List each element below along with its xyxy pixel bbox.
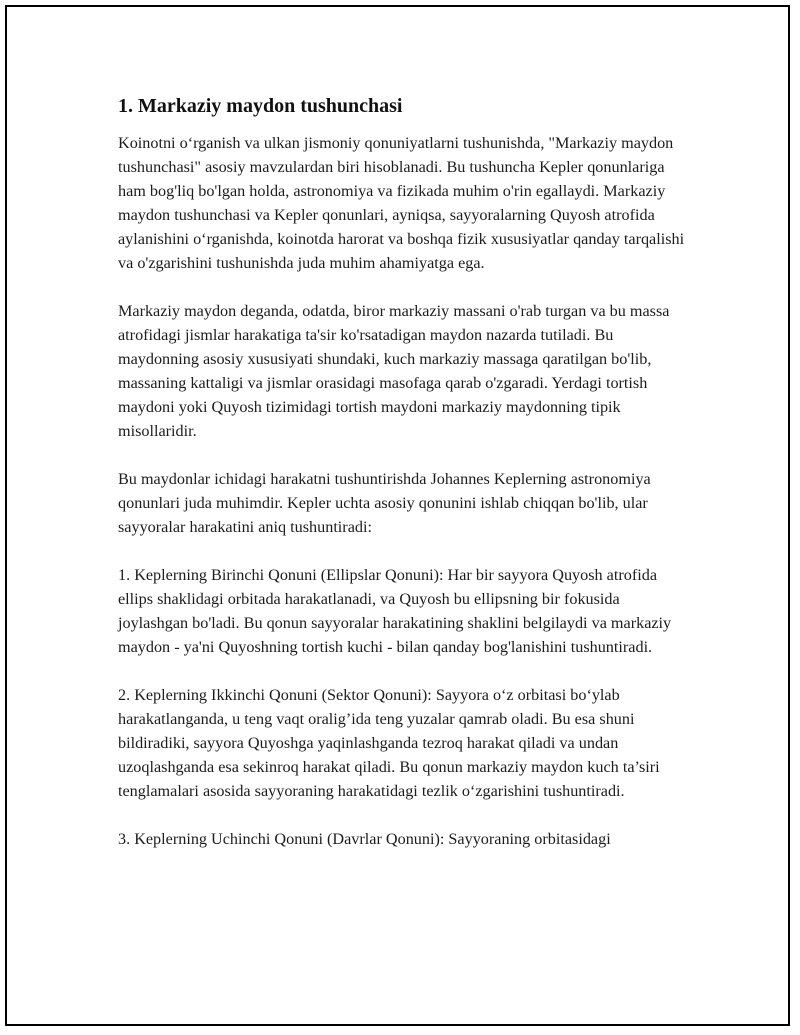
paragraph-kepler-third-law: 3. Keplerning Uchinchi Qonuni (Davrlar Qonuni): Sayyoraning orbitasidagi	[118, 830, 611, 848]
section-heading: 1. Markaziy maydon tushunchasi	[118, 95, 403, 117]
paragraph-intro: Koinotni o‘rganish va ulkan jismoniy qonuniyatlarni tushunishda, "Markaziy maydon tushunchasi" asosiy mavzulardan biri hisoblanadi. Bu tushuncha Kepler qonunlariga ham bog'liq bo'lgan holda, astronomiya va fizikada muhim o'rin egallaydi. Markaziy maydon tushunchasi va Kepler qonunlari, ayniqsa, sayyoralarning Quyosh atrofida aylanishini o‘rganishda, koinotda harorat va boshqa fizik xususiyatlar qanday tarqalishi va o'zgarishini tushunishda juda muhim ahamiyatga ega.	[118, 134, 685, 272]
paragraph-kepler-intro: Bu maydonlar ichidagi harakatni tushuntirishda Johannes Keplerning astronomiya qonunlari juda muhimdir. Kepler uchta asosiy qonunini ishlab chiqqan bo'lib, ular sayyoralar harakatini aniq tushuntiradi:	[118, 470, 651, 536]
paragraph-kepler-first-law: 1. Keplerning Birinchi Qonuni (Ellipslar Qonuni): Har bir sayyora Quyosh atrofida ellips shaklidagi orbitada harakatlanadi, va Quyosh bu ellipsning bir fokusida joylashgan bo'ladi. Bu qonun sayyoralar harakatining shaklini belgilaydi va markaziy maydon - ya'ni Quyoshning tortish kuchi - bilan qanday bog'lanishini tushuntiradi.	[118, 566, 672, 656]
document-body	[118, 93, 693, 851]
paragraph-kepler-second-law: 2. Keplerning Ikkinchi Qonuni (Sektor Qonuni): Sayyora o‘z orbitasi bo‘ylab harakatlanganda, u teng vaqt oralig’ida teng yuzalar qamrab oladi. Bu esa shuni bildiradiki, sayyora Quyoshga yaqinlashganda tezroq harakat qiladi va undan uzoqlashganda esa sekinroq harakat qiladi. Bu qonun markaziy maydon kuch ta’siri tenglamalari asosida sayyoraning harakatidagi tezlik o‘zgarishini tushuntiradi.	[118, 686, 660, 800]
paragraph-central-field: Markaziy maydon deganda, odatda, biror markaziy massani o'rab turgan va bu massa atrofidagi jismlar harakatiga ta'sir ko'rsatadigan maydon nazarda tutiladi. Bu maydonning asosiy xususiyati shundaki, kuch markaziy massaga qaratilgan bo'lib, massaning kattaligi va jismlar orasidagi masofaga qarab o'zgaradi. Yerdagi tortish maydoni yoki Quyosh tizimidagi tortish maydoni markaziy maydonning tipik misollaridir.	[118, 302, 670, 440]
